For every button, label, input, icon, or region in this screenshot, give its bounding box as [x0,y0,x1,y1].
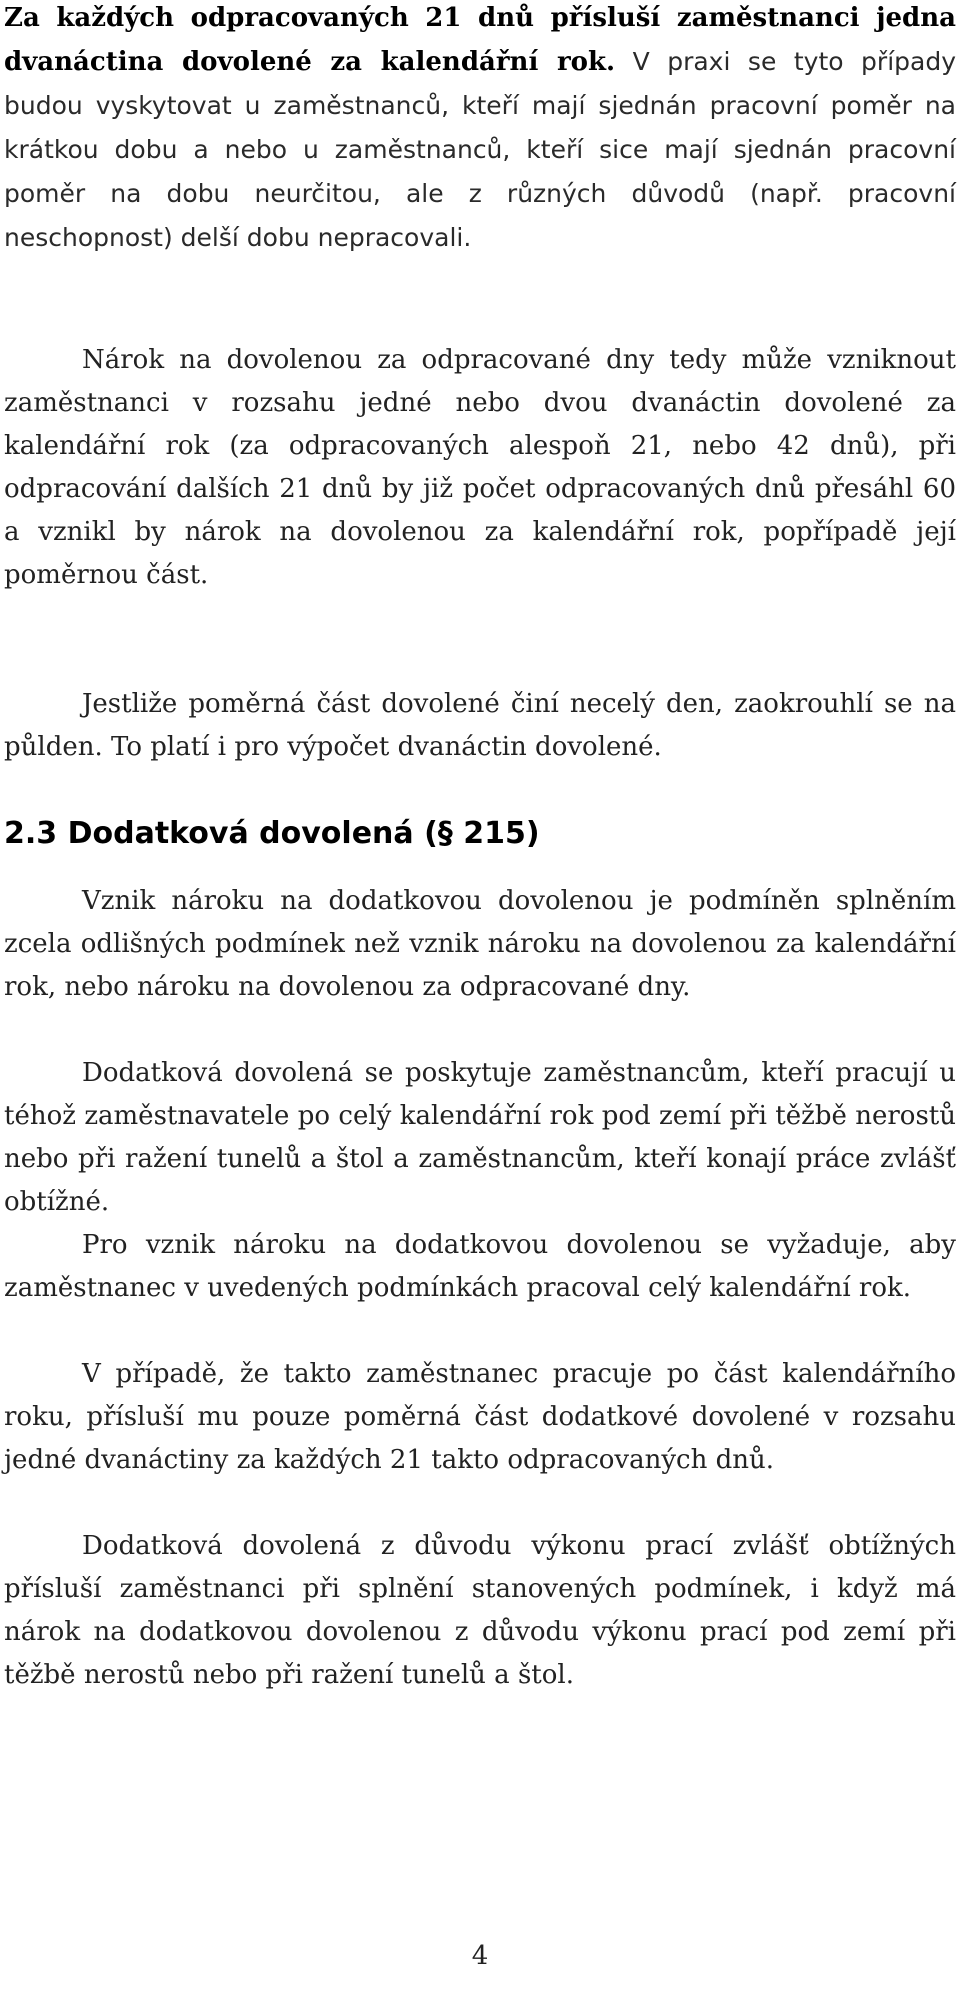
paragraph-additional-leave-provided: Dodatková dovolená se poskytuje zaměstnancům, kteří pracují u téhož zaměstnavatele po celý kalendářní rok pod zemí při těžbě nerostů nebo při ražení tunelů a štol a zaměstnancům, kteří konají práce zvlášť obtížné. [4,1058,956,1217]
page-number: 4 [471,1941,489,1971]
paragraph-partial-year: V případě, že takto zaměstnanec pracuje po část kalendářního roku, přísluší mu pouze poměrná část dodatkové dovolené v rozsahu jedné dvanáctiny za každých 21 takto odpracovaných dnů. [4,1359,956,1475]
paragraph-additional-leave-conditions: Vznik nároku na dodatkovou dovolenou je podmíněn splněním zcela odlišných podmínek než vznik nároku na dovolenou za kalendářní rok, nebo nároku na dovolenou za odpracované dny. [4,886,956,1002]
intro-bold-lead: Za každých odpracovaných 21 dnů přísluší zaměstnanci jedna dvanáctina dovolené za kalendářní rok. [4,3,956,77]
intro-rest: V praxi se tyto případy budou vyskytovat u zaměstnanců, kteří mají sjednán pracovní poměr na krátkou dobu a nebo u zaměstnanců, kteří sice mají sjednán pracovní poměr na dobu neurčitou, ale z různých důvodů (např. pracovní neschopnost) delší dobu nepracovali. [4,47,956,252]
paragraph-entitlement-worked-days: Nárok na dovolenou za odpracované dny tedy může vzniknout zaměstnanci v rozsahu jedné nebo dvou dvanáctin dovolené za kalendářní rok (za odpracovaných alespoň 21, nebo 42 dnů), při odpracování dalších 21 dnů by již počet odpracovaných dnů přesáhl 60 a vznikl by nárok na dovolenou za kalendářní rok, popřípadě její poměrnou část. [4,345,956,590]
intro-paragraph [4,0,956,260]
paragraph-full-year-requirement: Pro vznik nároku na dodatkovou dovolenou se vyžaduje, aby zaměstnanec v uvedených podmínkách pracoval celý kalendářní rok. [4,1230,956,1303]
paragraph-difficult-work: Dodatková dovolená z důvodu výkonu prací zvlášť obtížných přísluší zaměstnanci při splnění stanovených podmínek, i když má nárok na dodatkovou dovolenou z důvodu výkonu prací pod zemí při těžbě nerostů nebo při ražení tunelů a štol. [4,1531,956,1690]
section-heading: 2.3 Dodatková dovolená (§ 215) [4,816,540,851]
paragraph-rounding: Jestliže poměrná část dovolené činí necelý den, zaokrouhlí se na půlden. To platí i pro výpočet dvanáctin dovolené. [4,689,956,762]
